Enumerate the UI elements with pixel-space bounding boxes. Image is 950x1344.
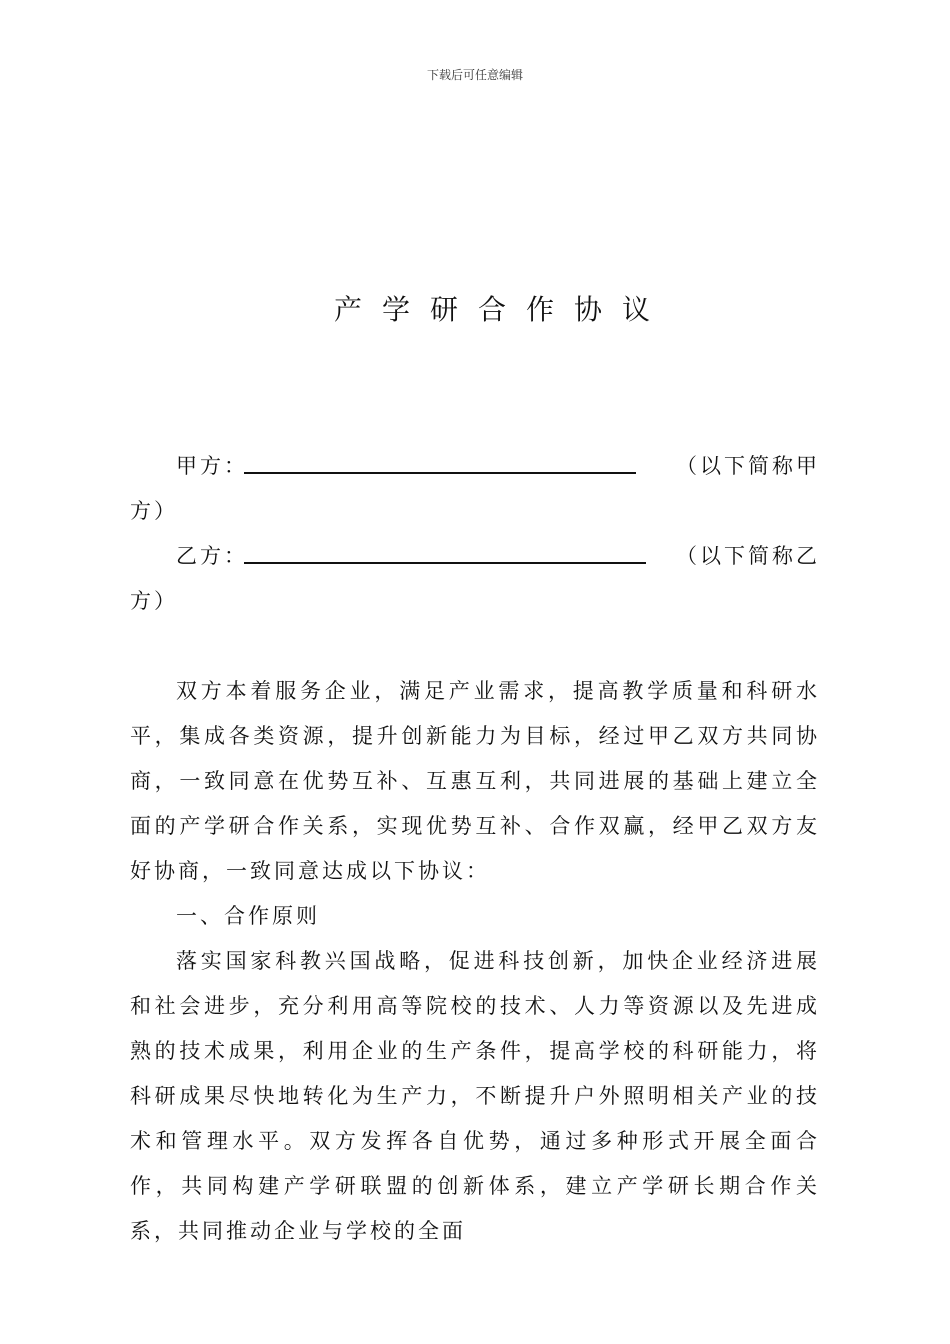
party-b-line [130,534,820,579]
section-1-paragraph: 落实国家科教兴国战略，促进科技创新，加快企业经济进展和社会进步，充分利用高等院校的技术、人力等资源以及先进成熟的技术成果，利用企业的生产条件，提高学校的科研能力，将科研成果尽快地转化为生产力，不断提升户外照明相关产业的技术和管理水平。双方发挥各自优势，通过多种形式开展全面合作，共同构建产学研联盟的创新体系，建立产学研长期合作关系，共同推动企业与学校的全面 [130,949,820,1243]
section-1-heading: 一、合作原则 [176,904,320,928]
party-b-label: 乙方： [176,544,248,568]
party-b-note: （以下简称乙 [676,544,820,568]
party-a-line [130,444,820,489]
party-b-note-continued: 方） [130,589,178,613]
party-a-note: （以下简称甲 [676,454,820,478]
party-a-note-continued: 方） [130,499,178,523]
party-b-blank [244,562,646,564]
preamble-paragraph: 双方本着服务企业，满足产业需求，提高教学质量和科研水平，集成各类资源，提升创新能力为目标，经过甲乙双方共同协商，一致同意在优势互补、互惠互利，共同进展的基础上建立全面的产学研合作关系，实现优势互补、合作双赢，经甲乙双方友好协商，一致同意达成以下协议： [130,679,820,883]
party-a-label: 甲方： [176,454,248,478]
party-a-blank [244,472,636,474]
document-title: 产学研合作协议 [333,293,670,326]
header-note: 下载后可任意编辑 [426,68,523,82]
